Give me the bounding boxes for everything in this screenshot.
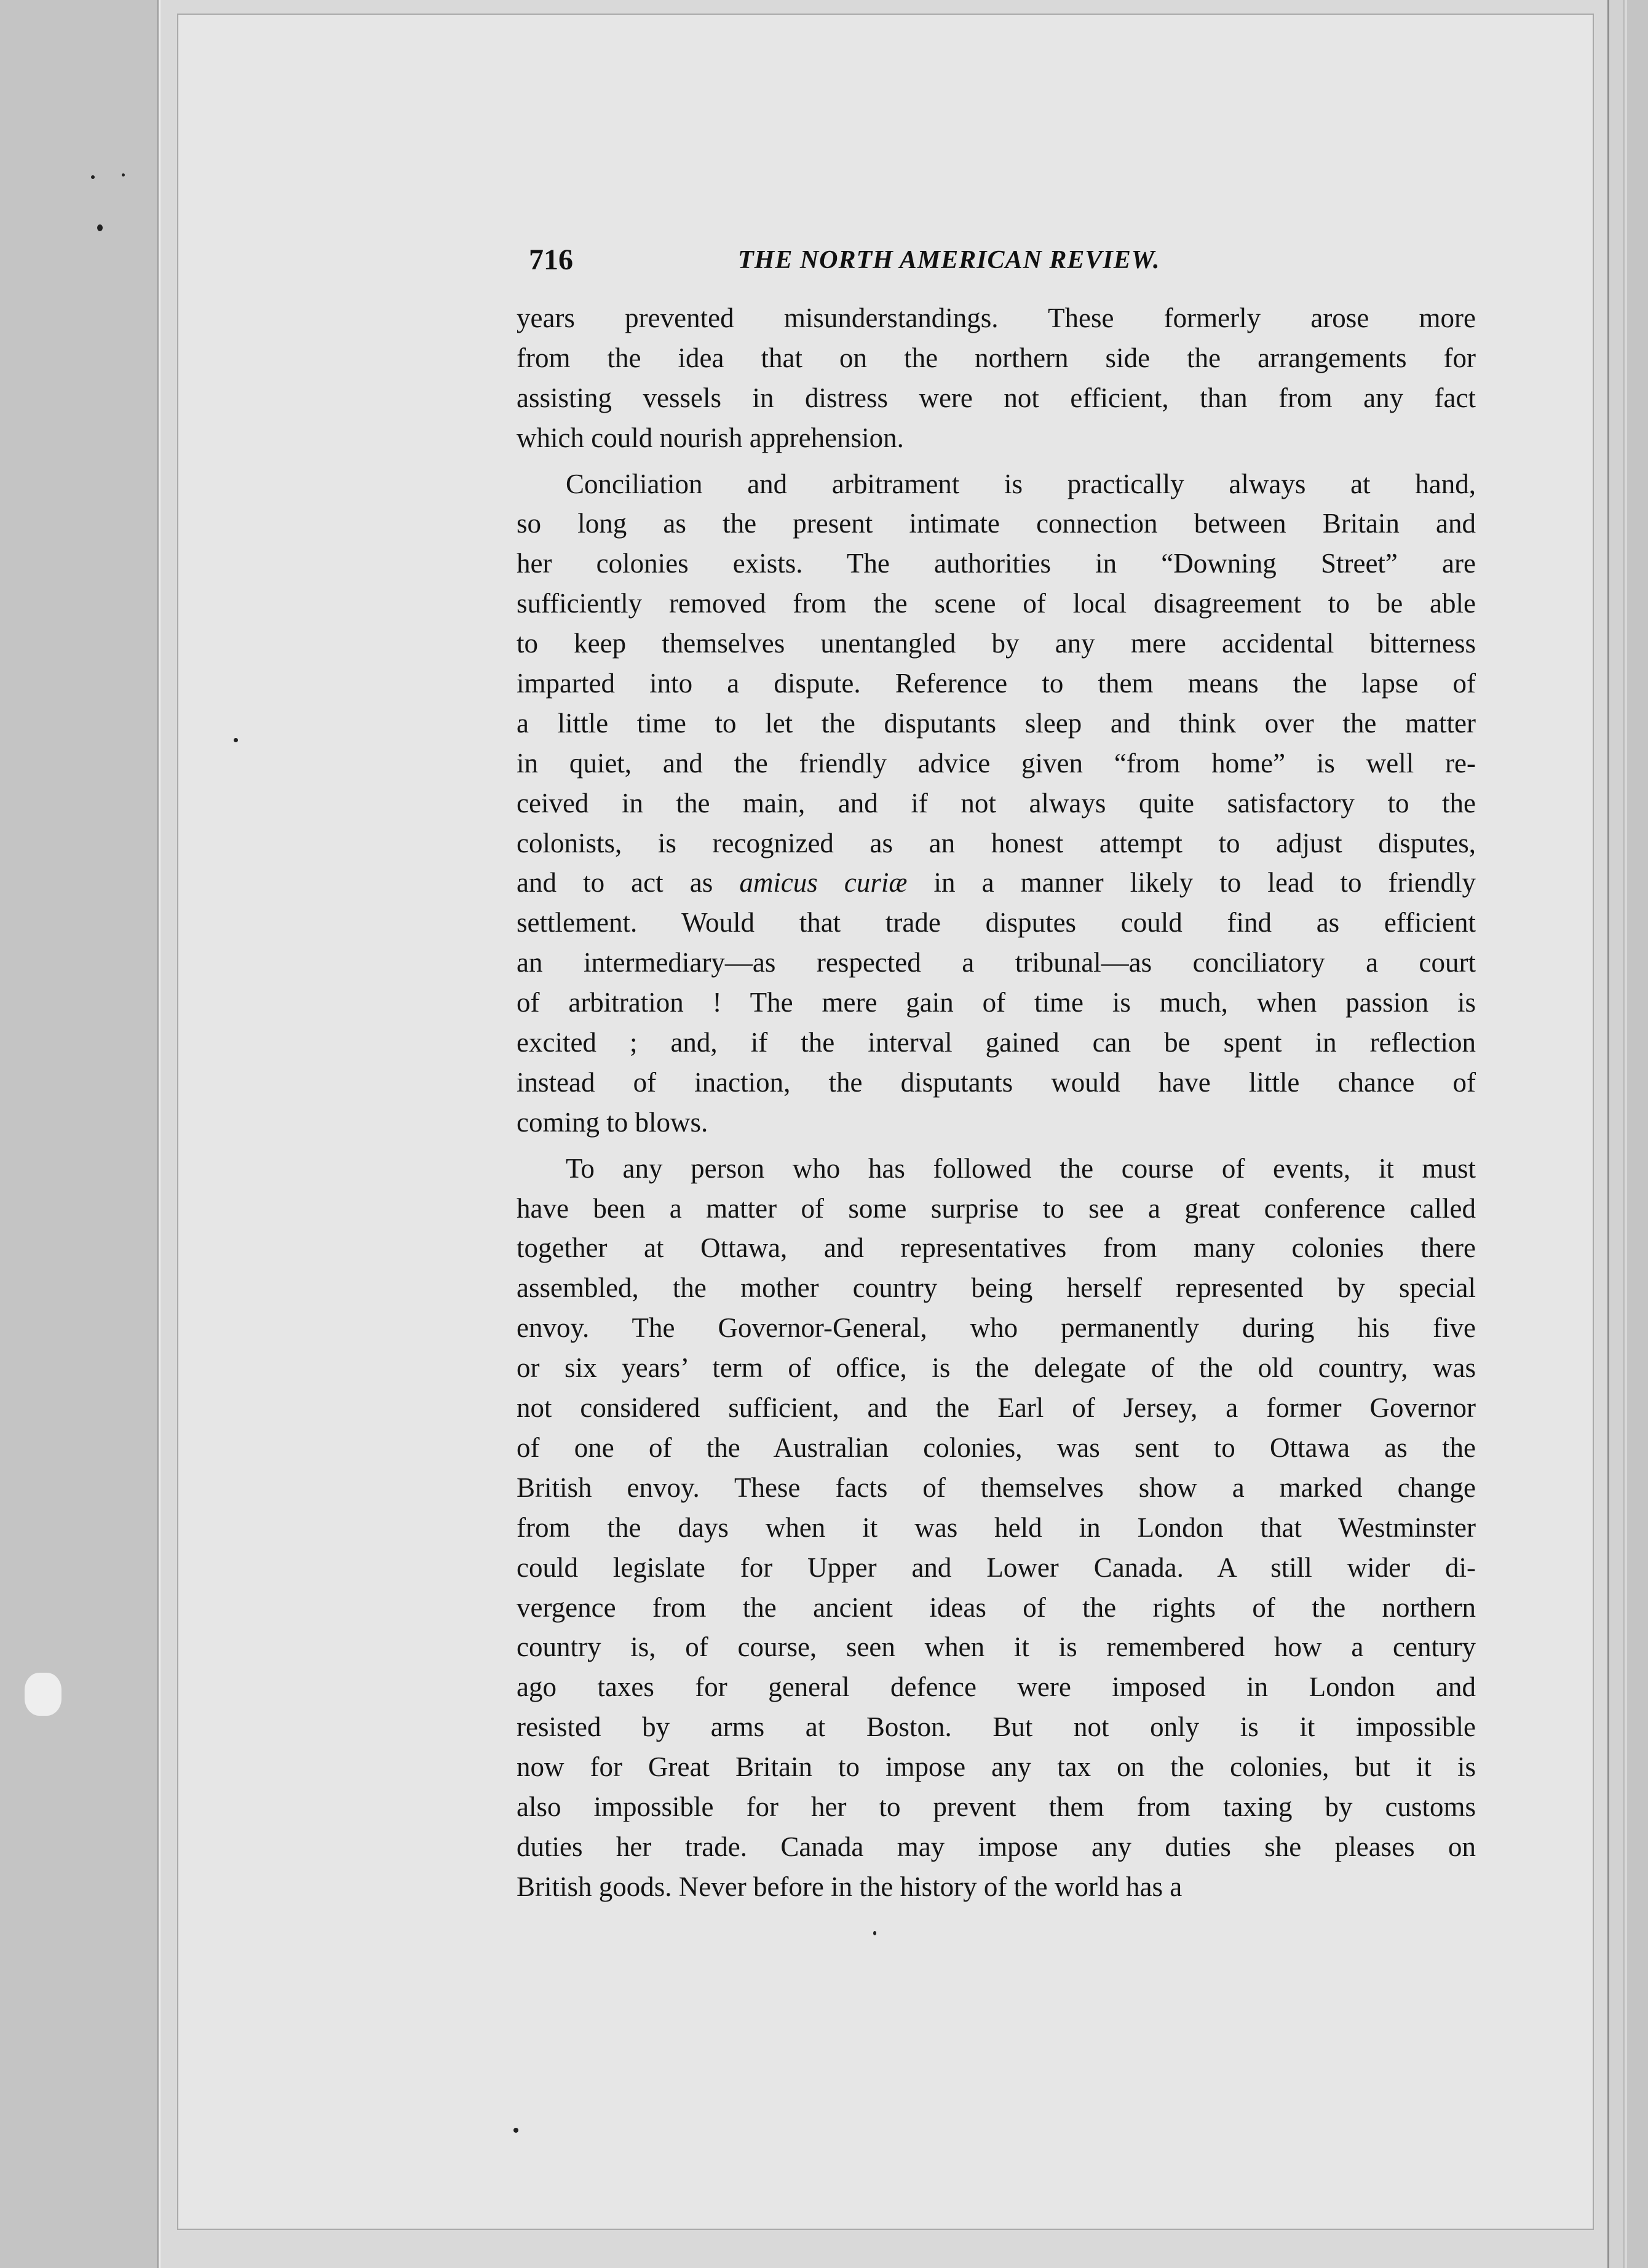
paragraph: [517, 298, 1476, 458]
text-line: have been a matter of some surprise to see a great conference called: [517, 1192, 1476, 1224]
text-line: vergence from the ancient ideas of the rights of the northern: [517, 1592, 1476, 1623]
scan-speck: [91, 175, 95, 179]
scan-speck: [25, 1673, 61, 1716]
text-line: or six years’ term of office, is the delegate of the old country, was: [517, 1352, 1476, 1384]
text-line: years prevented misunderstandings. These formerly arose more: [517, 303, 1476, 333]
text-line: imparted into a dispute. Reference to them means the lapse of: [517, 668, 1476, 699]
text-line: British envoy. These facts of themselves show a marked change: [517, 1472, 1476, 1503]
scan-speck: [513, 2128, 518, 2133]
text-line: to keep themselves unentangled by any mere accidental bitterness: [517, 628, 1476, 659]
text-line: also impossible for her to prevent them from taxing by customs: [517, 1791, 1476, 1822]
text-line: British goods. Never before in the history of the world has a: [517, 1871, 1183, 1902]
text-line: Conciliation and arbitrament is practically always at hand,: [566, 468, 1476, 499]
text-line: instead of inaction, the disputants would have little chance of: [517, 1066, 1476, 1098]
text-line: of one of the Australian colonies, was sent to Ottawa as the: [517, 1432, 1476, 1463]
scan-speck: [234, 738, 238, 742]
page-number: 716: [529, 244, 573, 276]
text-line: not considered sufficient, and the Earl of Jersey, a former Governor: [517, 1392, 1476, 1424]
text-line: sufficiently removed from the scene of local disagreement to be able: [517, 588, 1476, 619]
text-line: so long as the present intimate connection between Britain and: [517, 508, 1476, 539]
page-header: [529, 243, 1279, 277]
paragraph: [517, 464, 1476, 1143]
text-line: and to act as amicus curiæ in a manner likely to lead to friendly: [517, 867, 1476, 898]
text-line: resisted by arms at Boston. But not only is it impossible: [517, 1711, 1476, 1743]
running-head: THE NORTH AMERICAN REVIEW.: [738, 246, 1160, 274]
text-line: an intermediary—as respected a tribunal—as conciliatory a court: [517, 947, 1476, 978]
text-line: To any person who has followed the course of events, it must: [566, 1152, 1476, 1184]
paragraph: [517, 1149, 1476, 1907]
text-line: coming to blows.: [517, 1106, 708, 1138]
text-line: settlement. Would that trade disputes could find as efficient: [517, 907, 1476, 938]
text-line: assisting vessels in distress were not efficient, than from any fact: [517, 382, 1476, 413]
text-line: together at Ottawa, and representatives from many colonies there: [517, 1232, 1476, 1264]
text-line: in quiet, and the friendly advice given “from home” is well re-: [517, 747, 1476, 779]
text-line: excited ; and, if the interval gained can be spent in reflection: [517, 1027, 1476, 1058]
scan-speck: [122, 173, 125, 176]
text-line: could legislate for Upper and Lower Canada. A still wider di-: [517, 1552, 1476, 1583]
scan-speck: [97, 224, 103, 231]
text-line: colonists, is recognized as an honest attempt to adjust disputes,: [517, 827, 1476, 858]
text-line: ago taxes for general defence were imposed in London and: [517, 1671, 1476, 1703]
body-text: [517, 298, 1476, 1907]
text-line: assembled, the mother country being herself represented by special: [517, 1272, 1476, 1304]
text-line: country is, of course, seen when it is remembered how a century: [517, 1632, 1476, 1663]
text-line: which could nourish apprehension.: [517, 422, 904, 453]
scan-speck: [873, 1931, 876, 1935]
text-line: a little time to let the disputants sleep and think over the matter: [517, 707, 1476, 739]
text-line: envoy. The Governor-General, who permanently during his five: [517, 1312, 1476, 1344]
card-edge-line: [157, 0, 159, 2268]
page-right-edge: [1607, 0, 1625, 2268]
text-line: duties her trade. Canada may impose any duties she pleases on: [517, 1831, 1476, 1862]
text-line: her colonies exists. The authorities in “Downing Street” are: [517, 548, 1476, 579]
text-line: from the idea that on the northern side the arrangements for: [517, 342, 1476, 373]
text-line: ceived in the main, and if not always quite satisfactory to the: [517, 787, 1476, 819]
text-line: now for Great Britain to impose any tax on the colonies, but it is: [517, 1751, 1476, 1783]
text-line: from the days when it was held in London that Westminster: [517, 1512, 1476, 1543]
text-line: of arbitration ! The mere gain of time is much, when passion is: [517, 987, 1476, 1018]
